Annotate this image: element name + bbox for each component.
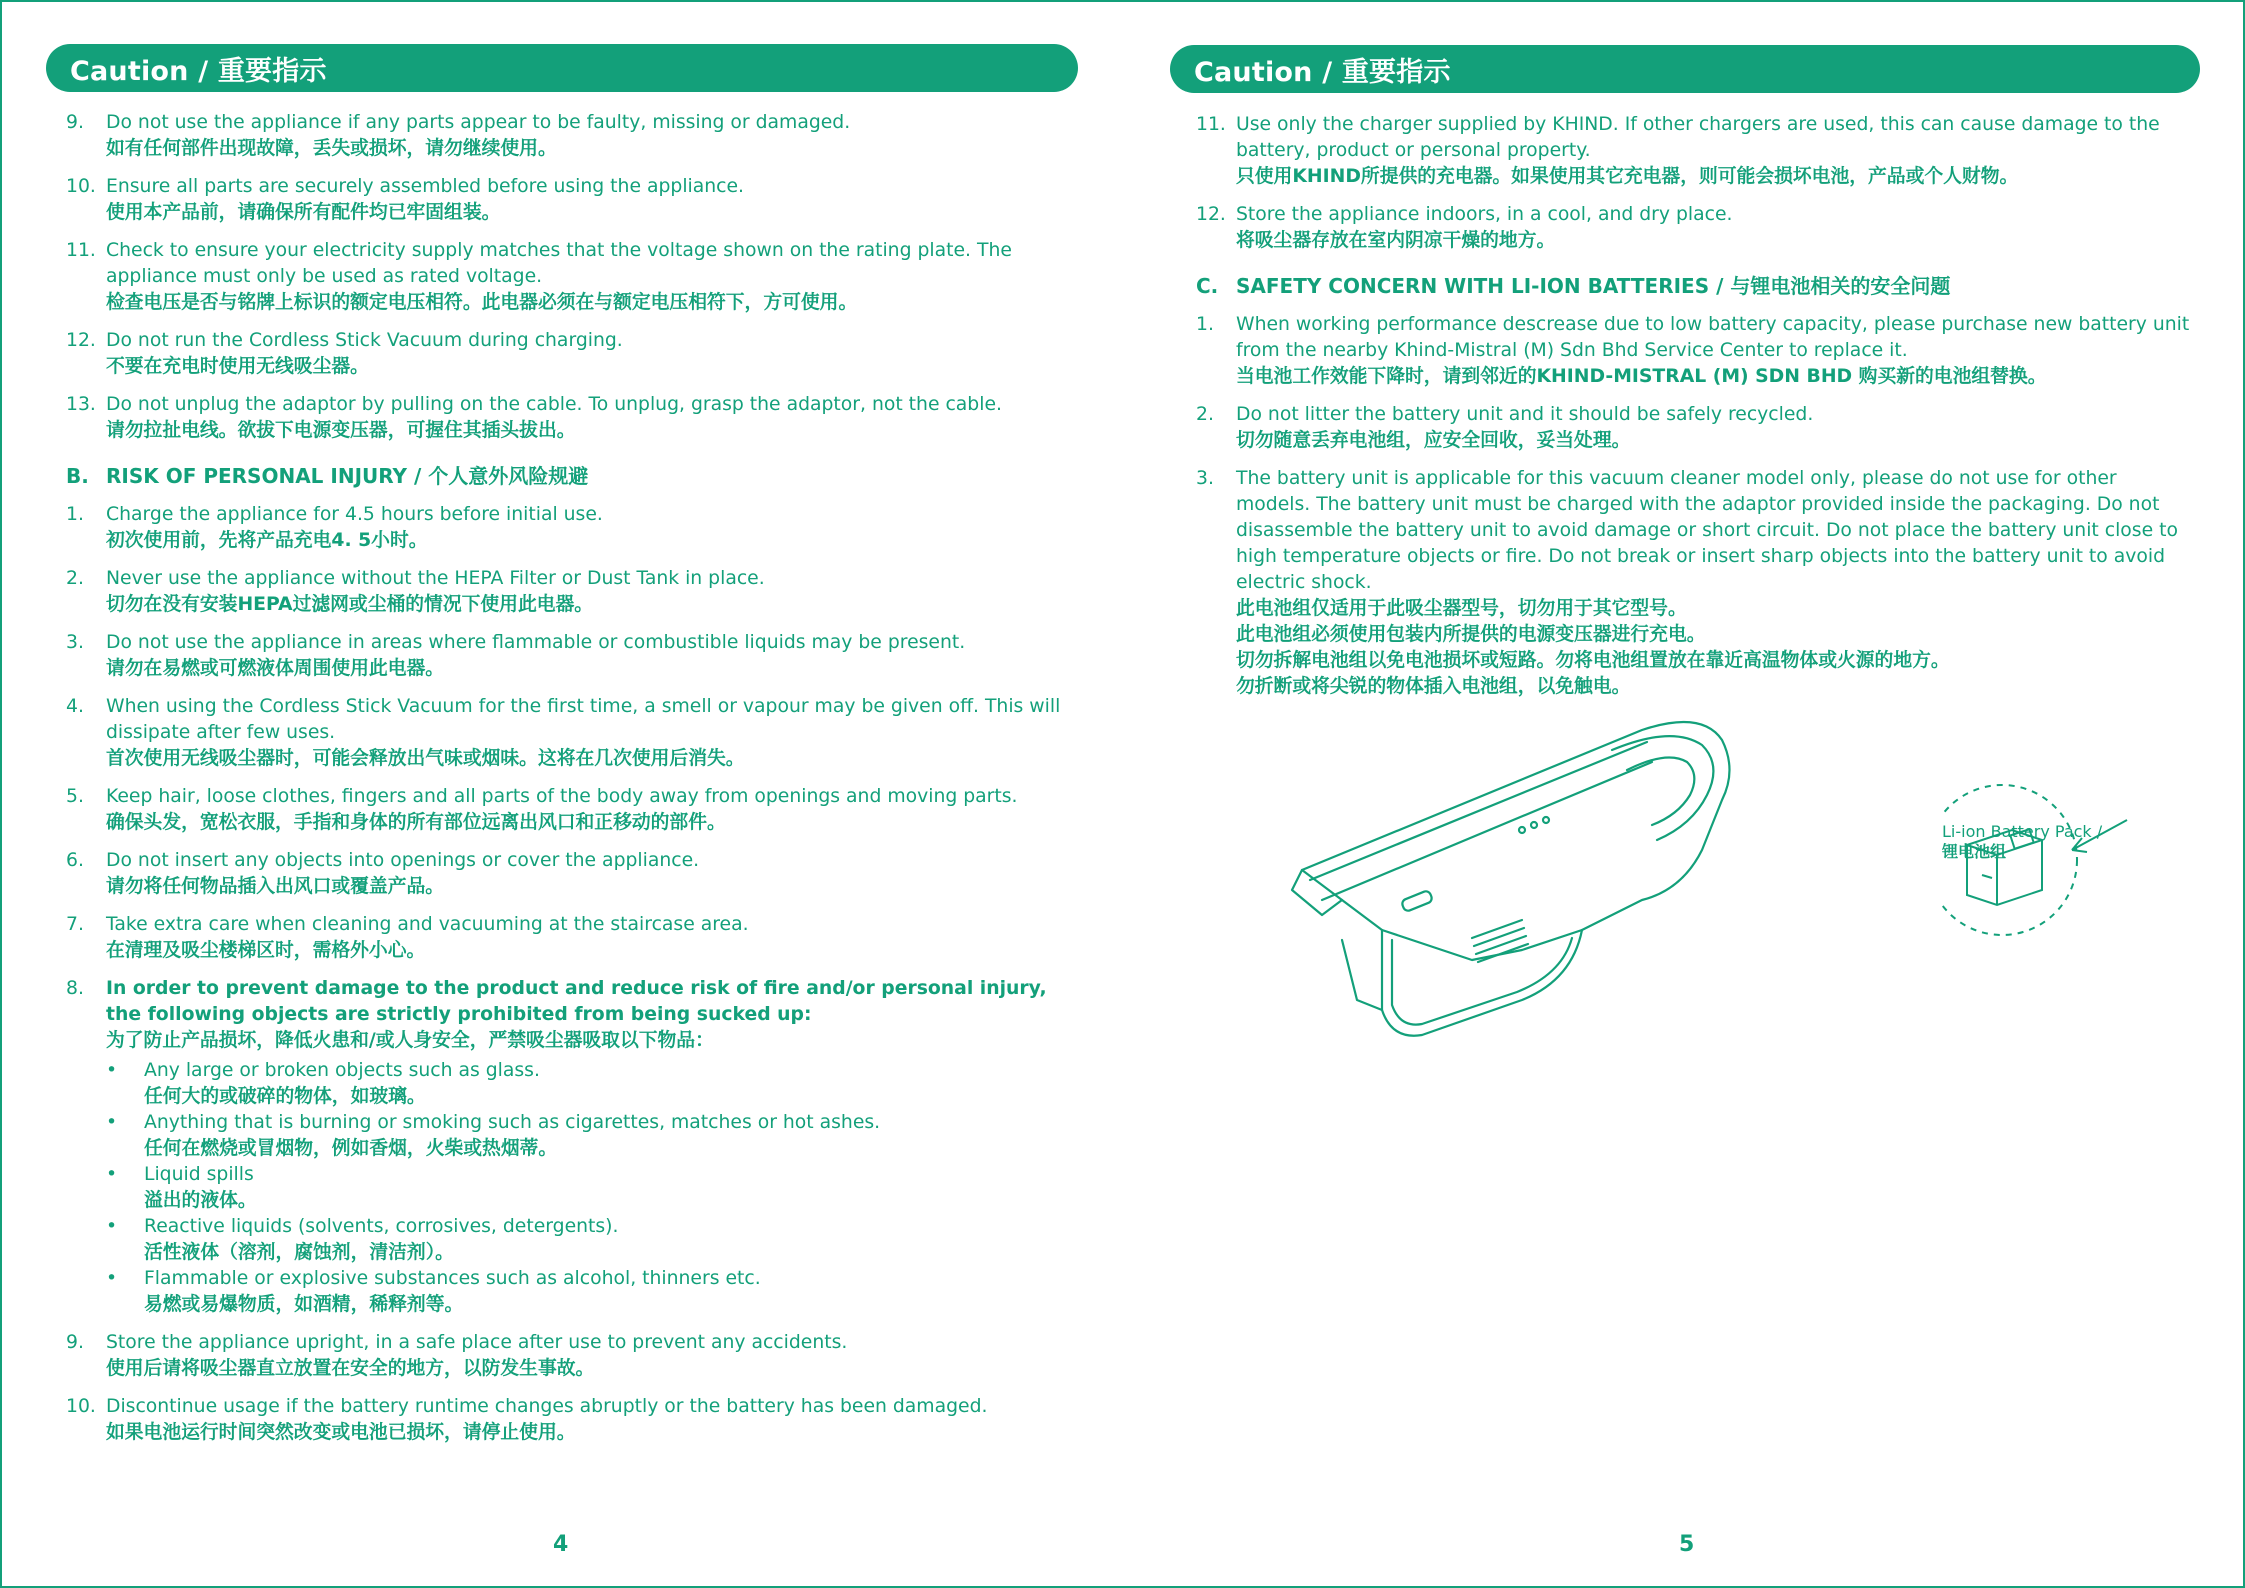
item-number: 1. — [1196, 314, 1214, 335]
bullet-text-zh: 任何大的或破碎的物体，如玻璃。 — [144, 1086, 426, 1107]
list-item — [66, 784, 1066, 836]
item-text-en: Store the appliance indoors, in a cool, and dry place. — [1236, 204, 1733, 225]
vacuum-illustration — [1282, 700, 1842, 1060]
item-text-en: Check to ensure your electricity supply matches that the voltage shown on the rating plate. The appliance must only be used as rated voltage. — [106, 240, 1012, 287]
bullet-text-en: Liquid spills — [144, 1164, 254, 1185]
item-text-en: Keep hair, loose clothes, fingers and all parts of the body away from openings and moving parts. — [106, 786, 1018, 807]
section-title: RISK OF PERSONAL INJURY / 个人意外风险规避 — [106, 464, 589, 488]
battery-label-zh: 锂电池组 — [1942, 842, 2007, 861]
list-item — [66, 1394, 1066, 1446]
item-text-en: Never use the appliance without the HEPA Filter or Dust Tank in place. — [106, 568, 765, 589]
item-number: 11. — [66, 240, 96, 261]
item-text-en: Do not run the Cordless Stick Vacuum during charging. — [106, 330, 623, 351]
list-item — [1196, 312, 2196, 390]
item-text-zh: 当电池工作效能下降时，请到邻近的KHIND-MISTRAL (M) SDN BHD 购买新的电池组替换。 — [1236, 366, 2047, 387]
item-text-en: When working performance descrease due to low battery capacity, please purchase new battery unit from the nearby Khind-Mistral (M) Sdn Bhd Service Center to replace it. — [1236, 314, 2190, 361]
bullet-item — [106, 1266, 1066, 1318]
page-number-right: 5 — [1679, 1532, 1695, 1557]
item-number: 3. — [1196, 468, 1214, 489]
item-text-zh: 确保头发，宽松衣服，手指和身体的所有部位远离出风口和正移动的部件。 — [106, 812, 726, 833]
item-text-zh: 初次使用前，先将产品充电4. 5小时。 — [106, 530, 428, 551]
battery-label-en: Li-ion Battery Pack / — [1942, 822, 2103, 841]
bullet-item — [106, 1162, 1066, 1214]
list-item — [1196, 202, 2196, 254]
item-number: 9. — [66, 1332, 84, 1353]
item-number: 6. — [66, 850, 84, 871]
item-text-zh: 切勿在没有安装HEPA过滤网或尘桶的情况下使用此电器。 — [106, 594, 594, 615]
list-item — [66, 392, 1066, 444]
item-text-zh: 切勿拆解电池组以免电池损坏或短路。勿将电池组置放在靠近高温物体或火源的地方。 — [1236, 650, 1950, 671]
bullet-text-en: Any large or broken objects such as glass. — [144, 1060, 540, 1081]
item-text-zh: 在清理及吸尘楼梯区时，需格外小心。 — [106, 940, 426, 961]
list-item — [66, 630, 1066, 682]
battery-pack-label — [1942, 822, 2152, 862]
item-text-zh: 如有任何部件出现故障，丢失或损坏，请勿继续使用。 — [106, 138, 557, 159]
item-text-en: Take extra care when cleaning and vacuuming at the staircase area. — [106, 914, 749, 935]
bullet-text-zh: 任何在燃烧或冒烟物，例如香烟，火柴或热烟蒂。 — [144, 1138, 558, 1159]
page-number-left: 4 — [553, 1532, 569, 1557]
bullet-dot: • — [106, 1164, 118, 1185]
item-text-zh: 将吸尘器存放在室内阴凉干燥的地方。 — [1236, 230, 1556, 251]
item-number: 2. — [66, 568, 84, 589]
list-item — [66, 912, 1066, 964]
item-text-en: Do not unplug the adaptor by pulling on the cable. To unplug, grasp the adaptor, not the cable. — [106, 394, 1002, 415]
caution-banner-right: Caution / 重要指示 — [1170, 45, 2200, 93]
item-text-zh: 此电池组必须使用包装内所提供的电源变压器进行充电。 — [1236, 624, 1706, 645]
list-item-prohibited-objects — [66, 976, 1066, 1318]
item-text-zh: 只使用KHIND所提供的充电器。如果使用其它充电器，则可能会损坏电池，产品或个人财物。 — [1236, 166, 2019, 187]
section-heading-c — [1196, 272, 2196, 300]
list-item — [66, 110, 1066, 162]
item-number: 10. — [66, 176, 96, 197]
item-number: 4. — [66, 696, 84, 717]
item-text-zh: 使用本产品前，请确保所有配件均已牢固组装。 — [106, 202, 501, 223]
item-number: 12. — [66, 330, 96, 351]
list-item — [66, 694, 1066, 772]
item-text-zh: 检查电压是否与铭牌上标识的额定电压相符。此电器必须在与额定电压相符下，方可使用。 — [106, 292, 858, 313]
bullet-text-zh: 活性液体（溶剂，腐蚀剂，清洁剂）。 — [144, 1242, 454, 1263]
list-item — [66, 566, 1066, 618]
item-text-zh: 不要在充电时使用无线吸尘器。 — [106, 356, 369, 377]
list-item — [1196, 466, 2196, 700]
item-text-en: Do not insert any objects into openings or cover the appliance. — [106, 850, 700, 871]
list-item — [1196, 402, 2196, 454]
section-letter: C. — [1196, 274, 1219, 298]
list-item — [66, 848, 1066, 900]
bullet-item — [106, 1110, 1066, 1162]
item-text-en: Discontinue usage if the battery runtime changes abruptly or the battery has been damaged. — [106, 1396, 988, 1417]
left-page — [0, 0, 1122, 1588]
item-text-en: Use only the charger supplied by KHIND. If other chargers are used, this can cause damage to the battery, product or personal property. — [1236, 114, 2160, 161]
item-text-zh: 请勿拉扯电线。欲拔下电源变压器，可握住其插头拔出。 — [106, 420, 576, 441]
list-item — [66, 238, 1066, 316]
item-number: 9. — [66, 112, 84, 133]
bullet-dot: • — [106, 1268, 118, 1289]
bullet-text-en: Flammable or explosive substances such as alcohol, thinners etc. — [144, 1268, 761, 1289]
item-text-zh: 勿折断或将尖锐的物体插入电池组，以免触电。 — [1236, 676, 1631, 697]
item-text-en: When using the Cordless Stick Vacuum for the first time, a smell or vapour may be given off. This will dissipate after few uses. — [106, 696, 1061, 743]
section-heading-b — [66, 462, 1066, 490]
item-number: 12. — [1196, 204, 1226, 225]
item-number: 10. — [66, 1396, 96, 1417]
item-number: 8. — [66, 978, 84, 999]
item-text-en: Store the appliance upright, in a safe place after use to prevent any accidents. — [106, 1332, 848, 1353]
bullet-dot: • — [106, 1112, 118, 1133]
bullet-dot: • — [106, 1216, 118, 1237]
list-item — [66, 502, 1066, 554]
item-number: 1. — [66, 504, 84, 525]
right-page — [1122, 0, 2244, 1588]
right-content — [1196, 112, 2196, 712]
item-text-zh: 为了防止产品损坏，降低火患和/或人身安全，严禁吸尘器吸取以下物品： — [106, 1030, 714, 1051]
list-item — [66, 174, 1066, 226]
item-number: 5. — [66, 786, 84, 807]
item-text-en: In order to prevent damage to the product and reduce risk of fire and/or personal injury, the following objects are strictly prohibited from being sucked up: — [106, 978, 1047, 1025]
item-text-zh: 请勿在易燃或可燃液体周围使用此电器。 — [106, 658, 445, 679]
item-text-en: Ensure all parts are securely assembled before using the appliance. — [106, 176, 745, 197]
item-text-en: Do not use the appliance in areas where flammable or combustible liquids may be present. — [106, 632, 966, 653]
list-item — [66, 328, 1066, 380]
item-text-zh: 请勿将任何物品插入出风口或覆盖产品。 — [106, 876, 445, 897]
list-item — [66, 1330, 1066, 1382]
item-text-en: Do not litter the battery unit and it should be safely recycled. — [1236, 404, 1814, 425]
item-text-zh: 使用后请将吸尘器直立放置在安全的地方，以防发生事故。 — [106, 1358, 595, 1379]
bullet-dot: • — [106, 1060, 118, 1081]
item-text-en: Do not use the appliance if any parts appear to be faulty, missing or damaged. — [106, 112, 851, 133]
bullet-text-zh: 溢出的液体。 — [144, 1190, 257, 1211]
item-number: 11. — [1196, 114, 1226, 135]
left-content — [66, 110, 1066, 1458]
bullet-text-en: Reactive liquids (solvents, corrosives, detergents). — [144, 1216, 619, 1237]
item-text-zh: 如果电池运行时间突然改变或电池已损坏，请停止使用。 — [106, 1422, 576, 1443]
item-text-en: Charge the appliance for 4.5 hours before initial use. — [106, 504, 603, 525]
item-number: 7. — [66, 914, 84, 935]
bullet-item — [106, 1058, 1066, 1110]
bullet-item — [106, 1214, 1066, 1266]
list-item — [1196, 112, 2196, 190]
caution-banner-left: Caution / 重要指示 — [46, 44, 1078, 92]
bullet-text-en: Anything that is burning or smoking such as cigarettes, matches or hot ashes. — [144, 1112, 881, 1133]
item-number: 13. — [66, 394, 96, 415]
item-text-zh: 首次使用无线吸尘器时，可能会释放出气味或烟味。这将在几次使用后消失。 — [106, 748, 745, 769]
section-title: SAFETY CONCERN WITH LI-ION BATTERIES / 与锂电池相关的安全问题 — [1236, 274, 1951, 298]
item-text-en: The battery unit is applicable for this vacuum cleaner model only, please do not use for other models. The battery unit must be charged with the adaptor provided inside the packaging. Do not disassemble the battery unit to avoid damage or short circuit. Do not place the battery unit close to high temperature objects or fire. Do not break or insert sharp objects into the battery unit to avoid electric shock. — [1236, 468, 2178, 593]
bullet-list — [106, 1058, 1066, 1318]
item-number: 3. — [66, 632, 84, 653]
item-number: 2. — [1196, 404, 1214, 425]
section-letter: B. — [66, 464, 89, 488]
item-text-zh: 此电池组仅适用于此吸尘器型号，切勿用于其它型号。 — [1236, 598, 1687, 619]
item-text-zh: 切勿随意丢弃电池组，应安全回收，妥当处理。 — [1236, 430, 1631, 451]
bullet-text-zh: 易燃或易爆物质，如酒精，稀释剂等。 — [144, 1294, 464, 1315]
